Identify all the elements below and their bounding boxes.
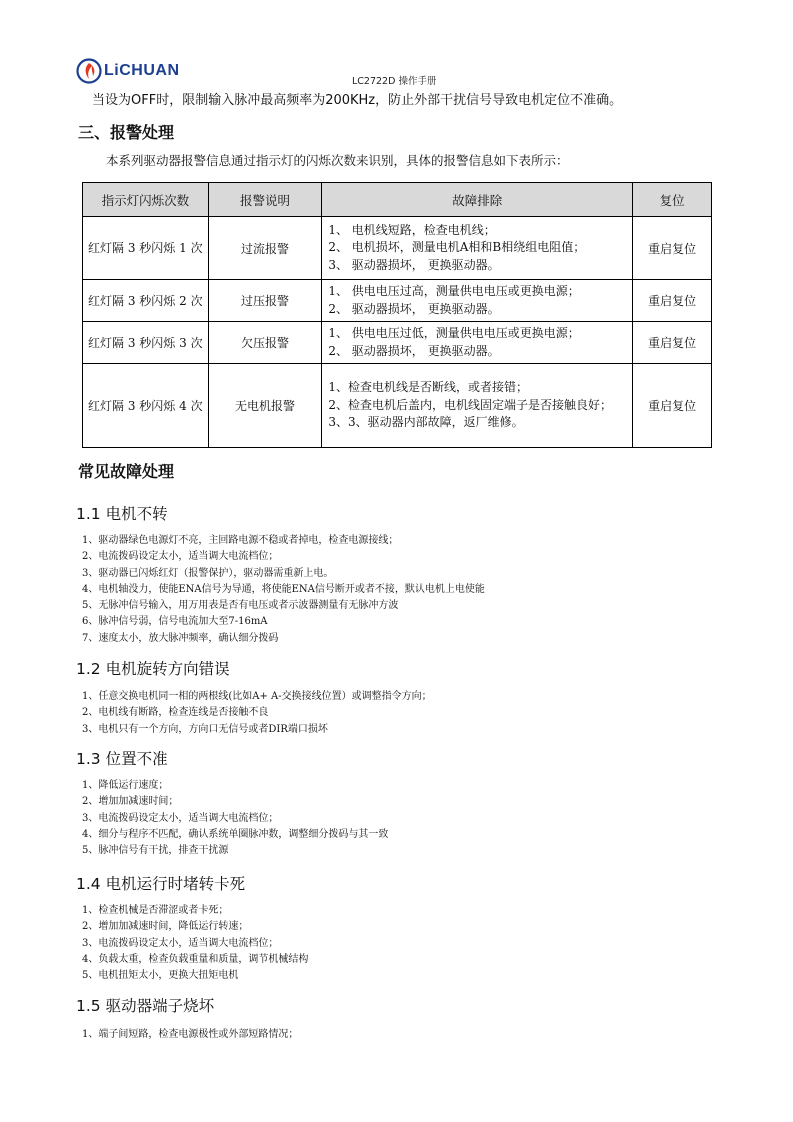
column-header: 报警说明 (208, 183, 322, 217)
fault-subsection-title: 1.3 位置不准 (76, 750, 168, 768)
logo-text: LiCHUAN (104, 62, 180, 79)
list-item: 3、电机只有一个方向，方向口无信号或者DIR端口损坏 (82, 723, 328, 735)
flash-count-cell: 红灯隔 3 秒闪烁 3 次 (83, 322, 209, 364)
fix-item: 1、 供电电压过低，测量供电电压或更换电源； (328, 326, 580, 340)
fault-subsection-title: 1.2 电机旋转方向错误 (76, 660, 230, 678)
lichuan-logo-icon (76, 58, 102, 84)
fault-list (82, 1027, 298, 1043)
list-item: 7、速度太小，放大脉冲频率，确认细分拨码 (82, 632, 279, 644)
list-item: 2、电机线有断路，检查连线是否接触不良 (82, 707, 269, 719)
troubleshoot-cell (322, 280, 633, 322)
alarm-desc-cell: 欠压报警 (208, 322, 322, 364)
alarm-table-header (83, 183, 712, 217)
fix-item: 1、检查电机线是否断线，或者接错； (328, 380, 528, 395)
troubleshoot-cell (322, 322, 633, 364)
troubleshoot-cell (322, 364, 633, 448)
fault-list (82, 778, 388, 859)
fault-subsection-title: 1.5 驱动器端子烧坏 (76, 997, 215, 1015)
company-logo (76, 57, 180, 85)
fix-item: 1、 电机线短路，检查电机线； (328, 222, 496, 237)
list-item: 4、电机轴没力，使能ENA信号为导通，将使能ENA信号断开或者不接，默认电机上电使能 (82, 583, 485, 595)
list-item: 1、检查机械是否滞涩或者卡死； (82, 905, 229, 916)
list-item: 2、增加加减速时间，降低运行转速； (82, 921, 249, 933)
note-line: 当设为OFF时，限制输入脉冲最高频率为200KHz，防止外部干扰信号导致电机定位不准确。 (92, 93, 623, 108)
fault-list (82, 533, 485, 647)
list-item: 5、脉冲信号有干扰，排查干扰源 (82, 845, 229, 857)
reset-cell: 重启复位 (633, 322, 712, 364)
list-item: 1、端子间短路，检查电源极性或外部短路情况； (82, 1029, 299, 1040)
list-item: 3、电流拨码设定太小，适当调大电流档位； (82, 937, 279, 949)
flash-count-cell: 红灯隔 3 秒闪烁 2 次 (83, 280, 209, 322)
alarm-intro: 本系列驱动器报警信息通过指示灯的闪烁次数来识别，具体的报警信息如下表所示： (106, 153, 569, 168)
fix-item: 2、 驱动器损坏， 更换驱动器。 (328, 343, 500, 358)
table-row (83, 322, 712, 364)
alarm-desc-cell: 过流报警 (208, 217, 322, 280)
column-header: 故障排除 (322, 183, 633, 217)
table-row (83, 217, 712, 280)
troubleshoot-cell (322, 217, 633, 280)
list-item: 6、脉冲信号弱，信号电流加大至7-16mA (82, 616, 268, 628)
fix-item: 2、检查电机后盖内，电机线固定端子是否接触良好； (328, 397, 612, 412)
flash-count-cell: 红灯隔 3 秒闪烁 4 次 (83, 364, 209, 448)
fix-item: 2、 驱动器损坏， 更换驱动器。 (328, 301, 500, 316)
alarm-desc-cell: 无电机报警 (208, 364, 322, 448)
fault-subsection-title: 1.1 电机不转 (76, 505, 168, 523)
list-item: 3、驱动器已闪烁红灯（报警保护），驱动器需重新上电。 (82, 567, 334, 579)
fix-item: 3、3、驱动器内部故障，返厂维修。 (328, 415, 524, 430)
alarm-section-heading: 三、报警处理 (78, 123, 175, 142)
alarm-desc-cell: 过压报警 (208, 280, 322, 322)
fault-list (82, 689, 432, 738)
fix-item: 3、 驱动器损坏， 更换驱动器。 (328, 257, 500, 272)
fault-list (82, 903, 308, 984)
column-header: 指示灯闪烁次数 (83, 183, 209, 217)
table-row (83, 280, 712, 322)
list-item: 2、增加加减速时间； (82, 796, 179, 808)
list-item: 1、降低运行速度； (82, 780, 169, 791)
flash-count-cell: 红灯隔 3 秒闪烁 1 次 (83, 217, 209, 280)
list-item: 1、任意交换电机同一相的两根线(比如A+ A-交换接线位置）或调整指令方向； (82, 691, 432, 702)
column-header: 复位 (633, 183, 712, 217)
list-item: 5、电机扭矩太小，更换大扭矩电机 (82, 970, 239, 982)
list-item: 5、无脉冲信号输入，用万用表是否有电压或者示波器测量有无脉冲方波 (82, 600, 399, 612)
fix-item: 1、 供电电压过高，测量供电电压或更换电源； (328, 284, 580, 298)
fault-subsection-title: 1.4 电机运行时堵转卡死 (76, 875, 246, 893)
reset-cell: 重启复位 (633, 364, 712, 448)
reset-cell: 重启复位 (633, 280, 712, 322)
reset-cell: 重启复位 (633, 217, 712, 280)
list-item: 2、电流拨码设定太小，适当调大电流档位； (82, 551, 279, 563)
list-item: 3、电流拨码设定太小，适当调大电流档位； (82, 812, 279, 824)
alarm-table (82, 182, 712, 448)
fix-item: 2、 电机损坏，测量电机A相和B相绕组电阻值； (328, 240, 586, 255)
list-item: 1、驱动器绿色电源灯不亮，主回路电源不稳或者掉电，检查电源接线； (82, 535, 399, 546)
faults-heading: 常见故障处理 (78, 462, 175, 481)
list-item: 4、负载太重，检查负载重量和质量，调节机械结构 (82, 953, 309, 965)
document-title: LC2722D 操作手册 (352, 76, 437, 87)
table-row (83, 364, 712, 448)
list-item: 4、细分与程序不匹配，确认系统单圈脉冲数，调整细分拨码与其一致 (82, 828, 389, 840)
